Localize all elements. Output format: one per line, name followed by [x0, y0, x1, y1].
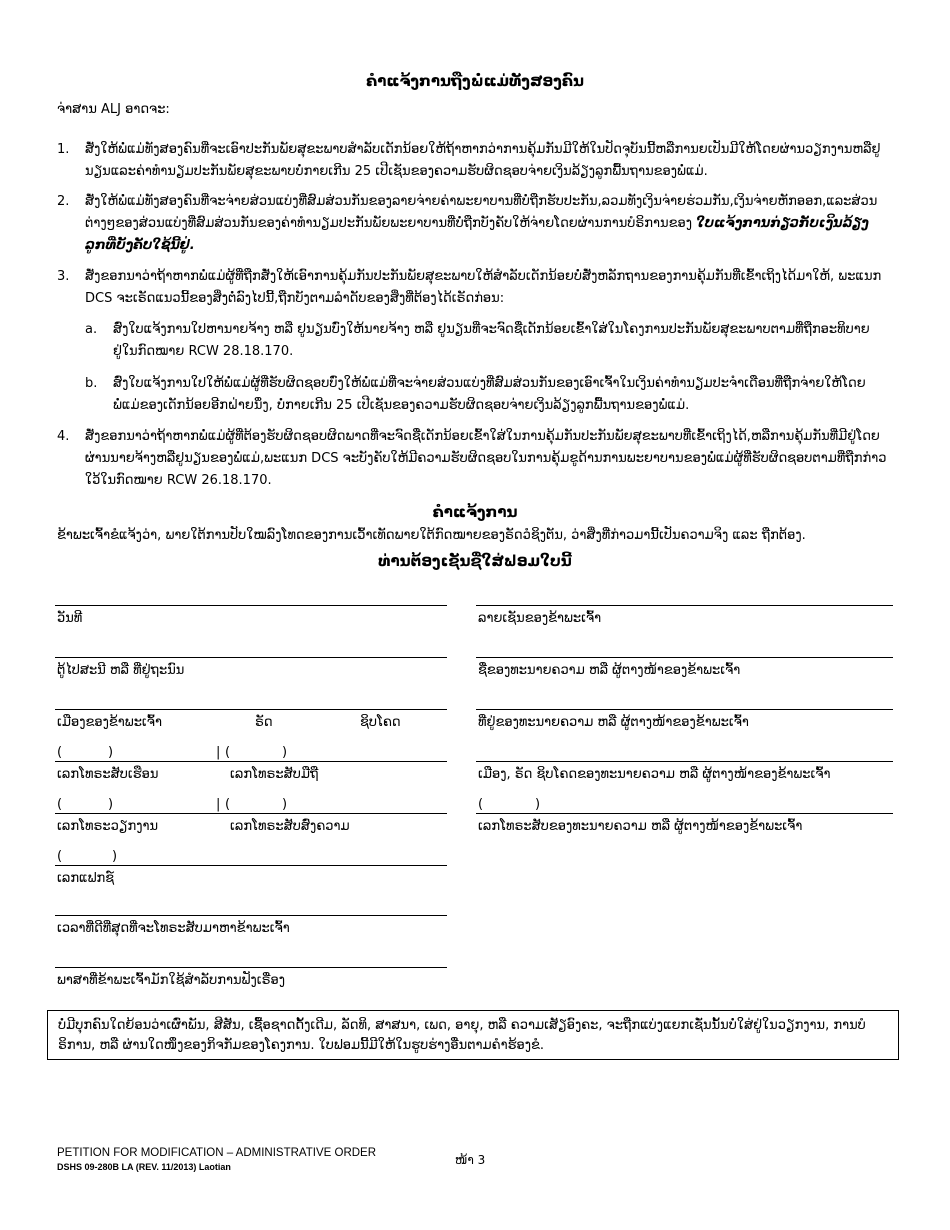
- message-phone-label: ເລກໂທຣະສັບສົ່ງຄວາມ: [230, 819, 350, 834]
- item-text: [85, 191, 887, 257]
- lawyer-city-line[interactable]: [476, 761, 893, 762]
- lawyer-address-line[interactable]: [476, 709, 893, 710]
- fax-paren-close: ): [112, 849, 118, 864]
- lawyer-phone-label: ເລກໂທຣະສັບຂອງທະນາຍຄວາມ ຫລື ຜູ້ຕາງໜ້າຂອງຂ້າພະເຈົ້າ: [478, 819, 803, 834]
- footer-form-title: PETITION FOR MODIFICATION – ADMINISTRATIVE ORDER: [57, 1147, 377, 1159]
- language-label: ພາສາທີ່ຂ້າພະເຈົ້າມັກໃຊ້ສຳລັບການຟັງເຣື່ອງ: [57, 973, 285, 988]
- cell-phone-paren-close: ): [282, 745, 288, 760]
- zip-label: ຊິບໂຄດ: [360, 715, 401, 730]
- lawyer-city-label: ເມືອງ, ຣັດ ຊິບໂຄດຂອງທະນາຍຄວາມ ຫລື ຜູ້ຕາງໜ້າຂອງຂ້າພະເຈົ້າ: [478, 767, 831, 782]
- date-label: ວັນທີ: [57, 611, 83, 626]
- language-line[interactable]: [55, 967, 447, 968]
- best-time-line[interactable]: [55, 915, 447, 916]
- item-number: 4.: [57, 429, 70, 444]
- address-label: ຕູ້ໄປສະນີ ຫລື ທີ່ຢູ່ຖະນົນ: [57, 663, 185, 678]
- signature-label: ລາຍເຊັນຂອງຂ້າພະເຈົ້າ: [478, 611, 602, 626]
- item-text-body: ສັ່ງໃຫ້ພໍ່ແມ່ທັງສອງຄົນທີ່ຈະຈ່າຍສ່ວນແບ່ງທີ່ສົມສ່ວນກັນຂອງລາຍຈ່າຍຄ່າພະຍາບານທີ່ບໍ່ຖືກຮັບປະກັນ,ລວມທັງເງິນຈ່າຍຮ່ວມກັນ,ເງິນຈ່າຍຫັກອອກ,ແລະສ່ວນຕ່າງໆຂອງສ່ວນແບ່ງທີ່ສົມສ່ວນກັນຂອງຄ່າທຳນຽມປະກັນພັຍພະຍາບານທີ່ບໍ່ຖືກບັງຄັບໃຫ້ຈ່າຍໂດຍຜ່ານການບໍຣິການຂອງ: [85, 194, 878, 231]
- lawyer-address-label: ທີ່ຢູ່ຂອງທະນາຍຄວາມ ຫລື ຜູ້ຕາງໜ້າຂອງຂ້າພະເຈົ້າ: [478, 715, 749, 730]
- message-phone-paren-open: (: [225, 797, 231, 812]
- sub-item-text: ສົ່ງໃບແຈ້ງການໃປຫານາຍຈ້າງ ຫລື ຢູນຽນບົ່ງໃຫ້ນາຍຈ້າງ ຫລື ຢູນຽນທີ່ຈະຈົດຊື່ເດັກນ້ອຍເຂົ້າໃສ່ໃນໂຄງການປະກັນພັຍສຸຂະພາບຕາມທີ່ຖືກອະທິບາຍຢູ່ໃນກົດໝາຍ RCW 28.18.170.: [113, 322, 870, 359]
- sub-item-letter: a.: [85, 322, 98, 337]
- intro-text: ຈ່າສານ ALJ ອາດຈະ:: [57, 102, 170, 117]
- list-item-3: [57, 266, 887, 310]
- item-text: ສັ່ງຂອກນາວ່າຖ້າຫາກພໍ່ແມ່ຜູ້ທີ່ຖືກສັ່ງໃຫ້ເອົາການຄຸ້ມກັນປະກັນພັຍສຸຂະພາບໃຫ້ສຳລັບເດັກນ້ອຍບໍ່ສັ່ງຫລັກຖານຂອງການຄຸ້ມກັນທີ່ເຂົ້າເຖິງໄດ້ມາໃຫ້, ພະແນກ DCS ຈະເຣັດແນວນີ້ຂອງສິ່ງຕໍ່ລົງໄປນີ້,ຖືກບັງຕາມລຳດັບຂອງສິ່ງທີ່ຕ້ອງໄດ້ເຣັດກ່ອນ:: [85, 269, 882, 306]
- phone-divider: |: [216, 797, 221, 812]
- signature-line[interactable]: [476, 605, 893, 606]
- list-item-2: [57, 191, 887, 257]
- cell-phone-label: ເລກໂທຣະສັບມືຖື: [230, 767, 319, 782]
- fax-label: ເລກແຟກຊ໌: [57, 871, 115, 886]
- list-item-4: [57, 426, 887, 492]
- item-number: 3.: [57, 269, 70, 284]
- city-label: ເມືອງຂອງຂ້າພະເຈົ້າ: [57, 715, 162, 730]
- lawyer-phone-paren-open: (: [478, 797, 484, 812]
- document-title: ຄຳແຈ້ງການຖືງພໍ່ແມ່ທັງສອງຄົນ: [366, 72, 584, 90]
- sub-item-text: ສົ່ງໃບແຈ້ງການໃປໃຫ້ພໍ່ແມ່ຜູ້ທີ່ຮັບຜິດຊອບບົ່ງໃຫ້ພໍ່ແມ່ທີ່ຈະຈ່າຍສ່ວນແບ່ງທີ່ສົມສ່ວນກັນຂອງເອົາເຈົ້າໃນເງິນຄ່າທຳນຽມປະຈຳເດືອນທີ່ຖືກຈ່າຍໃຫ້ໂດຍພໍ່ແມ່ຂອງເດັກນ້ອຍອີກຝ່າຍນຶ່ງ, ບໍ່ກາຍເກີນ 25 ເປີເຊັນຂອງຄວາມຮັບຜິດຊອບຈ່າຍເງິນລ້ຽງລູກພື້ນຖານຂອງພໍ່ແມ່.: [113, 376, 866, 413]
- item-number: 2.: [57, 194, 70, 209]
- declaration-text: ຂ້າພະເຈົ້າຂໍແຈ້ງວ່າ, ພາຍໃຕ້ການປັບໃໝລົງໂທດຂອງການເວົ້າເທັດພາຍໃຕ້ກົດໝາຍຂອງຣັດວໍຊິງຕັນ, ວ່າສິ່ງທີ່ກ່າວມານີ້ເປັນຄວາມຈິງ ແລະ ຖືກຕ້ອງ.: [57, 528, 806, 543]
- sub-item-letter: b.: [85, 376, 98, 391]
- declaration-heading: ຄຳແຈ້ງການ: [432, 503, 518, 521]
- home-phone-label: ເລກໂທຣະສັບເຮືອນ: [57, 767, 159, 782]
- fax-paren-open: (: [57, 849, 63, 864]
- fax-line[interactable]: [55, 865, 447, 866]
- work-phone-paren-close: ): [108, 797, 114, 812]
- item-text: ສັ່ງໃຫ້ພໍ່ແມ່ທັງສອງຄົນທີ່ຈະເອົາປະກັນພັຍສຸຂະພາບສຳລັບເດັກນ້ອຍໃຫ້ຖ້າຫາກວ່າການຄຸ້ມກັນມີໃຫ້ໃນປັດຈຸບັນນີ້ຫລືການຍເປັນມີໃຫ້ໂດຍຜ່ານວຽກງານຫລືຢູນຽນແລະຄ່າທຳນຽມປະກັນພັຍສຸຂະພາບບໍ່ກາຍເກີນ 25 ເປີເຊັນຂອງຄວາມຮັບຜິດຊອບຈ່າຍເງິນລ້ຽງລູກພື້ນຖານຂອງພໍ່ແມ່.: [85, 142, 881, 179]
- home-phone-paren-open: (: [57, 745, 63, 760]
- city-state-zip-line[interactable]: [55, 709, 447, 710]
- work-phone-paren-open: (: [57, 797, 63, 812]
- state-label: ຣັດ: [255, 715, 273, 730]
- lawyer-name-line[interactable]: [476, 657, 893, 658]
- work-message-phone-line[interactable]: [55, 813, 447, 814]
- lawyer-name-label: ຊື່ຂອງທະນາຍຄວາມ ຫລື ຜູ້ຕາງໜ້າຂອງຂ້າພະເຈົ້າ: [478, 663, 741, 678]
- item-text: ສັ່ງຂອກນາວ່າຖ້າຫາກພໍ່ແມ່ຜູ້ທີ່ຕ້ອງຮັບຜິດຊອບຜິດພາດທີ່ຈະຈົດຊື່ເດັກນ້ອຍເຂົ້າໃສ່ໃນການຄຸ້ມກັນປະກັນພັຍສຸຂະພາບທີ່ເຂົ້າເຖິງໄດ້,ຫລືການຄຸ້ມກັນທີ່ມີຢູ່ໂດຍຜ່ານນາຍຈ້າງຫລືຢູນຽນຂອງພໍ່ແມ່,ພະແນກ DCS ຈະບັງຄັບໃຫ້ມີຄວາມຮັບຜິດຊອບໃນການຄຸ້ມຂູດ້ານການພະຍາບານຂອງພໍ່ແມ່ຜູ້ທີ່ຮັບຜິດຊອບຕາມທີ່ຖືກກ່າວໃວ້ໃນກົດໝາຍ RCW 26.18.170.: [85, 429, 887, 488]
- footer-form-code: DSHS 09-280B LA (REV. 11/2013) Laotian: [57, 1162, 231, 1172]
- list-item-1: [57, 139, 887, 183]
- item-number: 1.: [57, 142, 70, 157]
- item-text-emphasis: ໃບແຈ້ງການກ່ຽວກັບເງິນລ້ຽງລູກທີ່ບັງຄັບໃຊ້ນີ້ຢູ່.: [85, 216, 869, 253]
- cell-phone-paren-open: (: [225, 745, 231, 760]
- signature-heading: ທ່ານຕ້ອງເຊັນຊື່ໃສ່ຟອມໃບນີ້: [378, 552, 572, 570]
- home-phone-paren-close: ): [108, 745, 114, 760]
- lawyer-phone-paren-close: ): [535, 797, 541, 812]
- message-phone-paren-close: ): [282, 797, 288, 812]
- address-line[interactable]: [55, 657, 447, 658]
- work-phone-label: ເລກໂທຣະວຽກງານ: [57, 819, 159, 834]
- nondiscrimination-notice: ບໍ່ມີບຸກຄົນໃດຍ້ອນວ່າເຜົ່າພັນ, ສີສັນ, ເຊື້ອຊາດດັ້ງເດີມ, ລັດທິ, ສາສນາ, ເພດ, ອາຍຸ, ຫລື ຄວາມເສັຽອົງຄະ, ຈະຖືກແບ່ງແຍກເຊັ່ນນັ້ນບໍ່ໃສ່ຢູ່ໃນວຽກງານ, ການບໍຣິການ, ຫລື ຜ່ານໃດໜຶ່ງຂອງກິຈກັມຂອງໂຄງການ. ໃບຟອມນີ້ມີໃຫ້ໃນຮູບຮ່າງອື່ນຕາມຄຳຮ້ອງຂໍ.: [47, 1010, 899, 1060]
- phone-divider: |: [216, 745, 221, 760]
- lawyer-phone-line[interactable]: [476, 813, 893, 814]
- sub-item-b: [85, 373, 885, 417]
- page-number: ໜ້າ 3: [455, 1153, 486, 1167]
- sub-item-a: [85, 319, 885, 363]
- date-line[interactable]: [55, 605, 447, 606]
- home-cell-phone-line[interactable]: [55, 761, 447, 762]
- best-time-label: ເວລາທີ່ດີທີ່ສຸດທີ່ຈະໂທຣະສັບມາຫາຂ້າພະເຈົ້າ: [57, 921, 290, 936]
